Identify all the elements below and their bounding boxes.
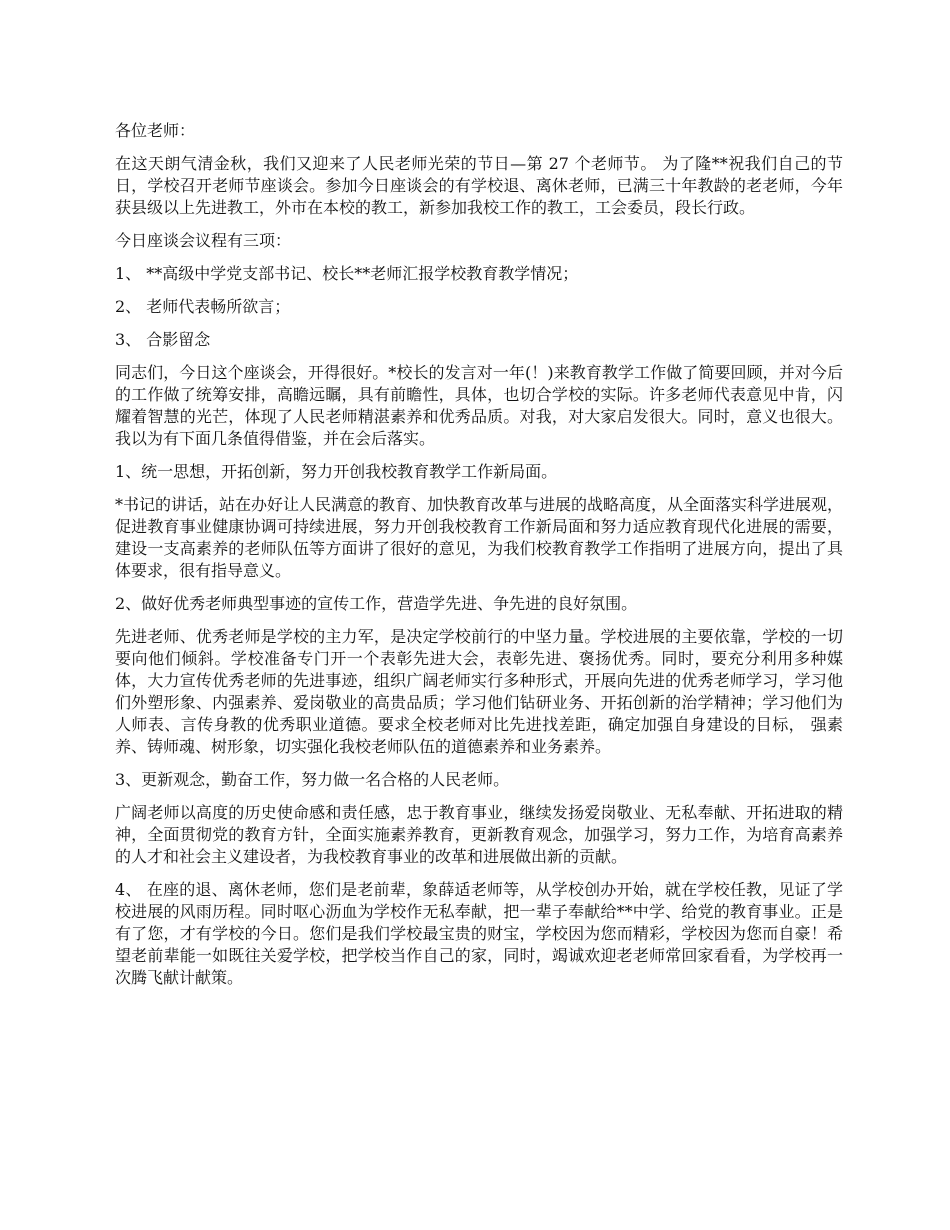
- point-3-body: 广阔老师以高度的历史使命感和责任感，忠于教育事业，继续发扬爱岗敬业、无私奉献、开拓进取的精神，全面贯彻党的教育方针，全面实施素养教育，更新教育观念，加强学习，努力工作，为培育高素养的人才和社会主义建设者，为我校教育事业的改革和进展做出新的贡献。: [115, 803, 843, 866]
- agenda-item-2: 2、 老师代表畅所欲言；: [115, 297, 291, 316]
- point-1-body: *书记的讲话，站在办好让人民满意的教育、加快教育改革与进展的战略高度，从全面落实科学进展观，促进教育事业健康协调可持续进展，努力开创我校教育工作新局面和努力适应教育现代化进展的需要，建设一支高素养的老师队伍等方面讲了很好的意见，为我们校教育教学工作指明了进展方向，提出了具体要求，很有指导意义。: [115, 495, 844, 580]
- point-4-body: 4、 在座的退、离休老师，您们是老前辈，象薛适老师等，从学校创办开始，就在学校任教，见证了学校进展的风雨历程。同时呕心沥血为学校作无私奉献，把一辈子奉献给**中学、给党的教育事业。正是有了您，才有学校的今日。您们是我们学校最宝贵的财宝，学校因为您而精彩，学校因为您而自豪！希望老前辈能一如既往关爱学校，把学校当作自己的家，同时，竭诚欢迎老老师常回家看看，为学校再一次腾飞献计献策。: [115, 880, 843, 987]
- point-3-title: 3、更新观念，勤奋工作，努力做一名合格的人民老师。: [115, 770, 510, 789]
- document-body: [115, 120, 843, 1000]
- point-2-title: 2、做好优秀老师典型事迹的宣传工作，营造学先进、争先进的良好氛围。: [115, 594, 638, 613]
- point-2-body: 先进老师、优秀老师是学校的主力军，是决定学校前行的中坚力量。学校进展的主要依靠，学校的一切要向他们倾斜。学校准备专门开一个表彰先进大会，表彰先进、褒扬优秀。同时，要充分利用多种媒体，大力宣传优秀老师的先进事迹，组织广阔老师实行多种形式，开展向先进的优秀老师学习，学习他们外塑形象、内强素养、爱岗敬业的高贵品质；学习他们钻研业务、开拓创新的治学精神；学习他们为人师表、言传身教的优秀职业道德。要求全校老师对比先进找差距，确定加强自身建设的目标， 强素养、铸师魂、树形象，切实强化我校老师队伍的道德素养和业务素养。: [115, 627, 843, 756]
- point-1-title: 1、统一思想，开拓创新，努力开创我校教育教学工作新局面。: [115, 462, 558, 481]
- intro-paragraph: 在这天朗气清金秋，我们又迎来了人民老师光荣的节日—第 27 个老师节。 为了隆**祝我们自己的节日，学校召开老师节座谈会。参加今日座谈会的有学校退、离休老师，已满三十年教龄的老老师，今年获县级以上先进教工，外市在本校的教工，新参加我校工作的教工，工会委员，段长行政。: [115, 154, 843, 217]
- agenda-item-1: 1、 **高级中学党支部书记、校长**老师汇报学校教育教学情况；: [115, 264, 579, 283]
- agenda-intro: 今日座谈会议程有三项：: [115, 231, 292, 250]
- agenda-item-3: 3、 合影留念: [115, 330, 211, 349]
- greeting: 各位老师：: [115, 121, 196, 140]
- summary-paragraph: 同志们，今日这个座谈会，开得很好。*校长的发言对一年(！)来教育教学工作做了简要回顾，并对今后的工作做了统筹安排，高瞻远瞩，具有前瞻性，具体，也切合学校的实际。许多老师代表意见中肯，闪耀着智慧的光芒，体现了人民老师精湛素养和优秀品质。对我，对大家启发很大。同时，意义也很大。我以为有下面几条值得借鉴，并在会后落实。: [115, 363, 843, 448]
